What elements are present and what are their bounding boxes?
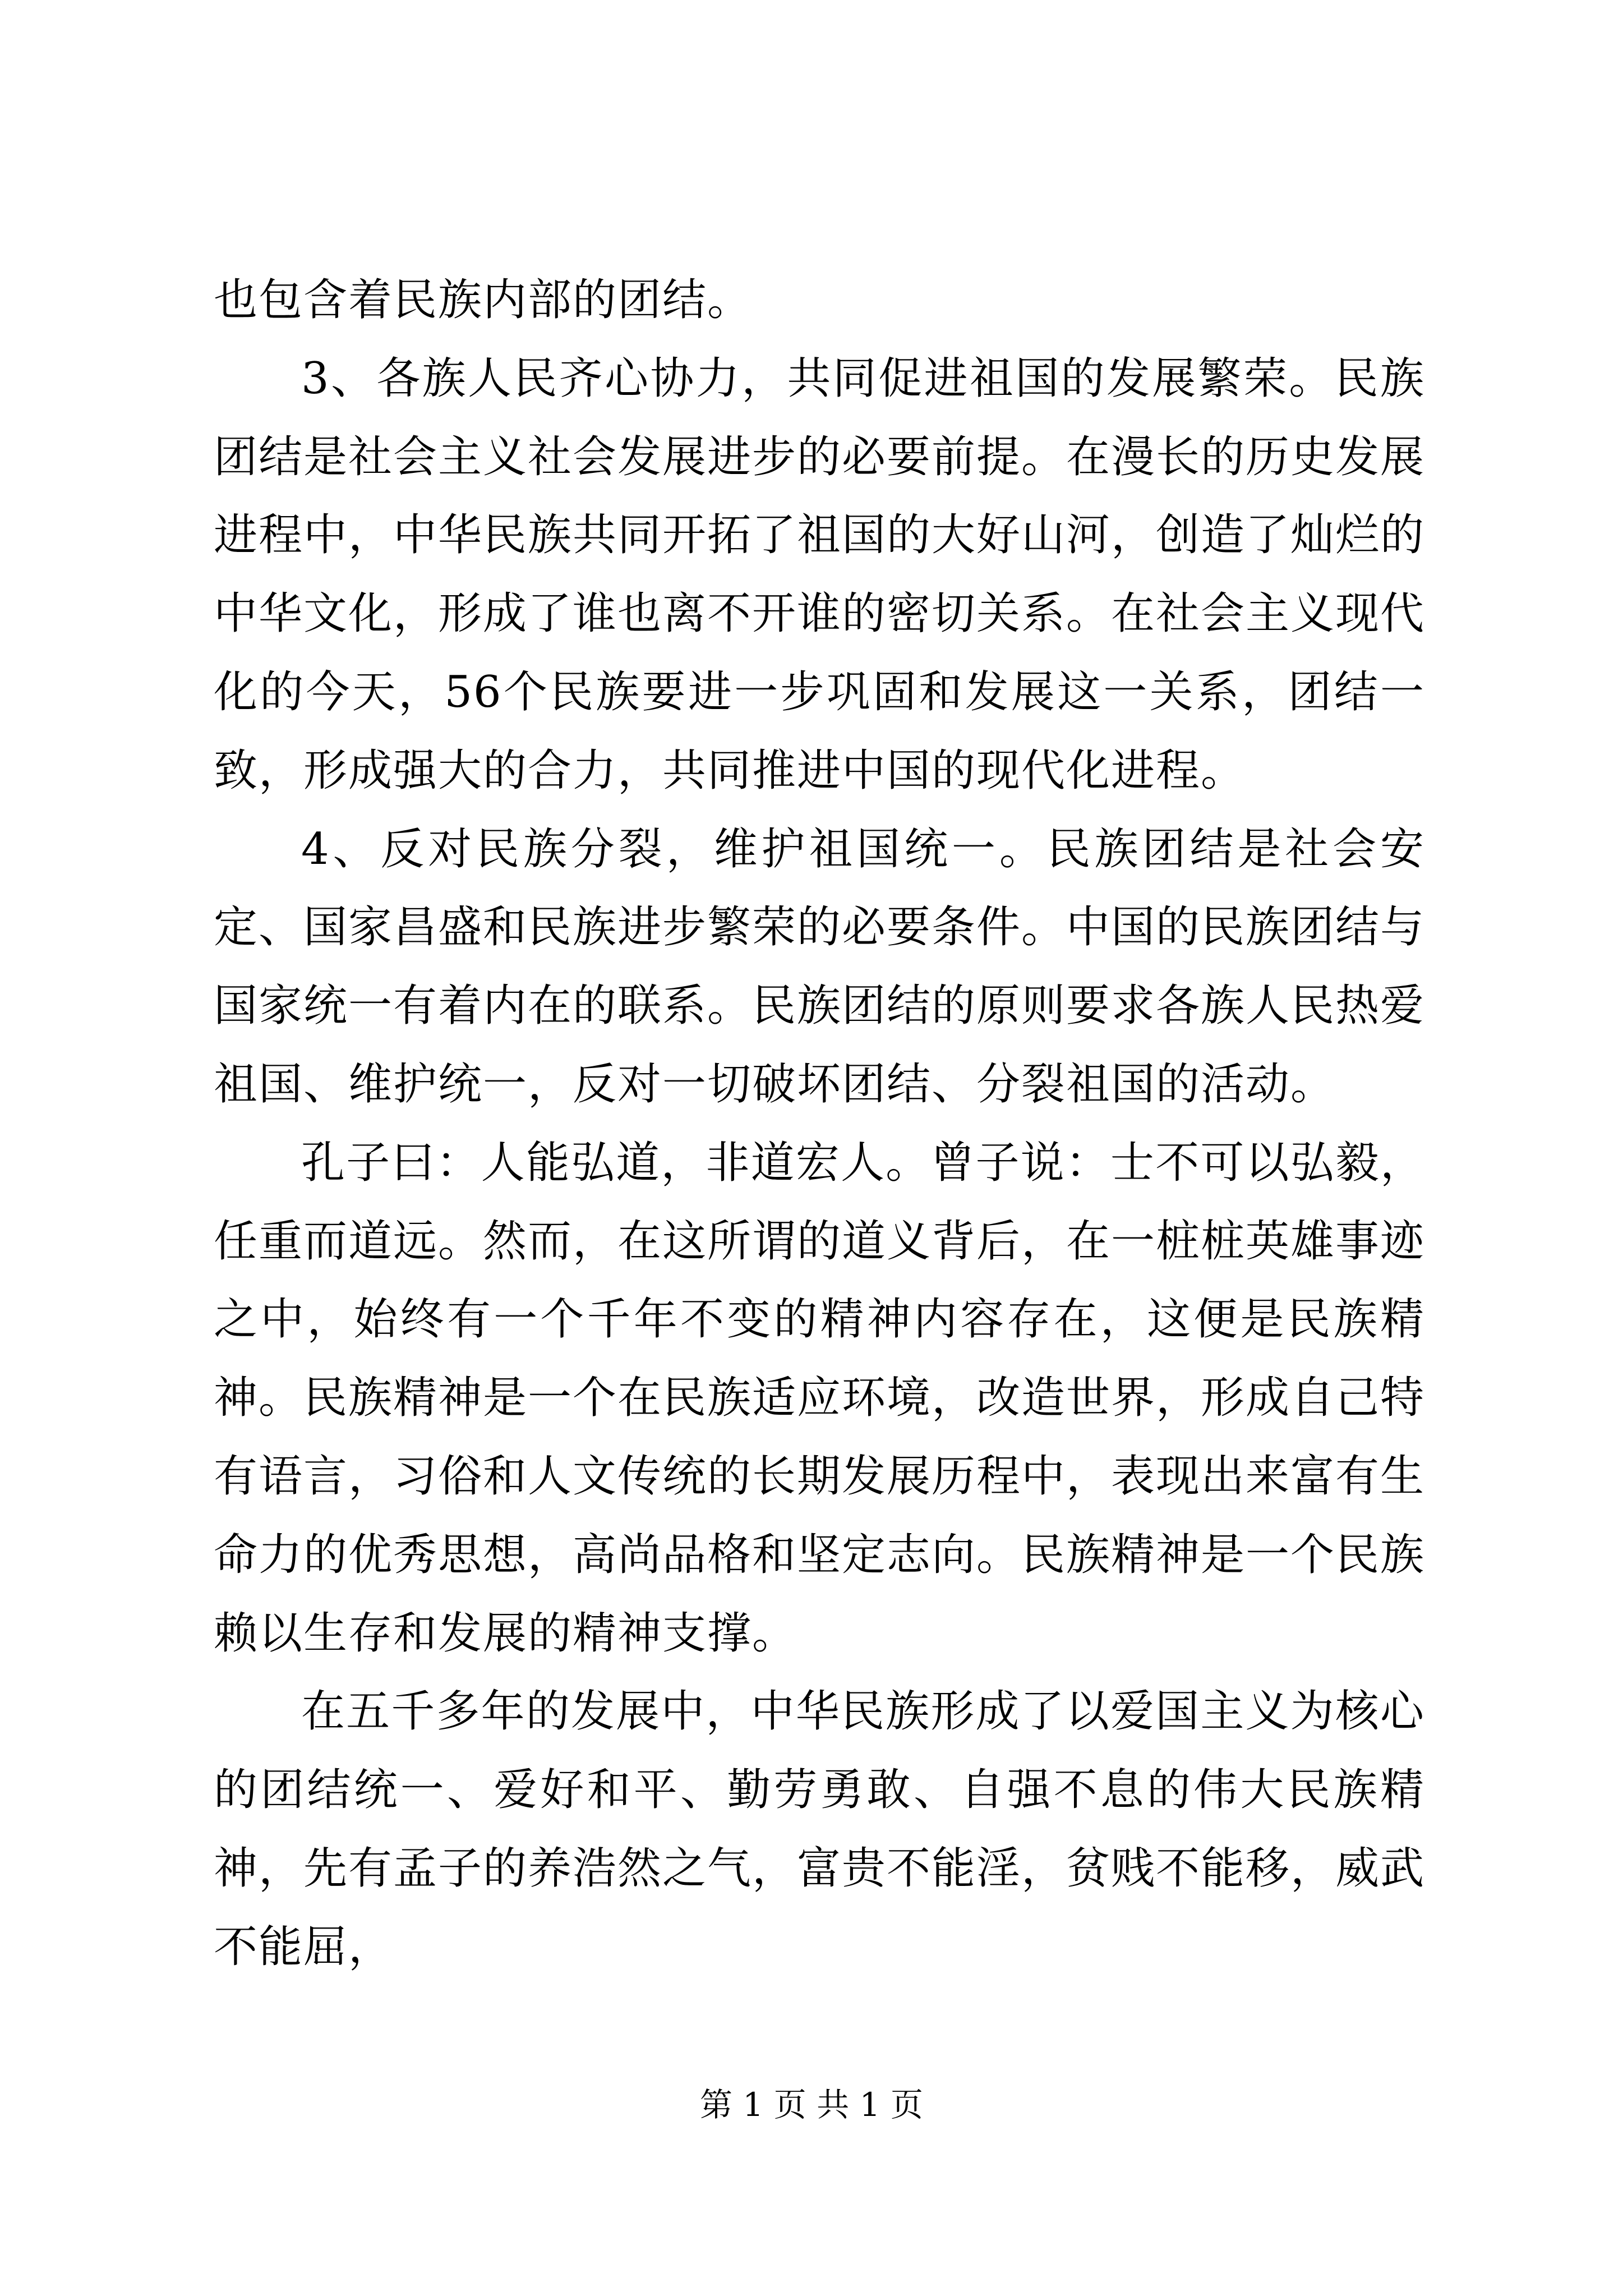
paragraph-point-4: 4、反对民族分裂，维护祖国统一。民族团结是社会安定、国家昌盛和民族进步繁荣的必要条件。中国的民族团结与国家统一有着内在的联系。民族团结的原则要求各族人民热爱祖国、维护统一，反对一切破坏团结、分裂祖国的活动。 <box>214 823 1426 1110</box>
paragraph-point-3: 3、各族人民齐心协力，共同促进祖国的发展繁荣。民族团结是社会主义社会发展进步的必要前提。在漫长的历史发展进程中，中华民族共同开拓了祖国的大好山河，创造了灿烂的中华文化，形成了谁也离不开谁的密切关系。在社会主义现代化的今天，56个民族要进一步巩固和发展这一关系，团结一致，形成强大的合力，共同推进中国的现代化进程。 <box>214 353 1426 796</box>
document-body <box>214 261 1425 1987</box>
paragraph-confucius: 孔子曰：人能弘道，非道宏人。曾子说：士不可以弘毅，任重而道远。然而，在这所谓的道义背后，在一桩桩英雄事迹之中，始终有一个千年不变的精神内容存在，这便是民族精神。民族精神是一个在民族适应环境，改造世界，形成自己特有语言，习俗和人文传统的长期发展历程中，表现出来富有生命力的优秀思想，高尚品格和坚定志向。民族精神是一个民族赖以生存和发展的精神支撑。 <box>214 1137 1426 1659</box>
paragraph-continuation: 也包含着民族内部的团结。 <box>214 275 753 325</box>
paragraph-national-spirit: 在五千多年的发展中，中华民族形成了以爱国主义为核心的团结统一、爱好和平、勤劳勇敢、自强不息的伟大民族精神，先有孟子的养浩然之气，富贵不能淫，贫贱不能移，威武不能屈， <box>214 1686 1426 1972</box>
page-footer: 第 1 页 共 1 页 <box>700 2086 923 2124</box>
